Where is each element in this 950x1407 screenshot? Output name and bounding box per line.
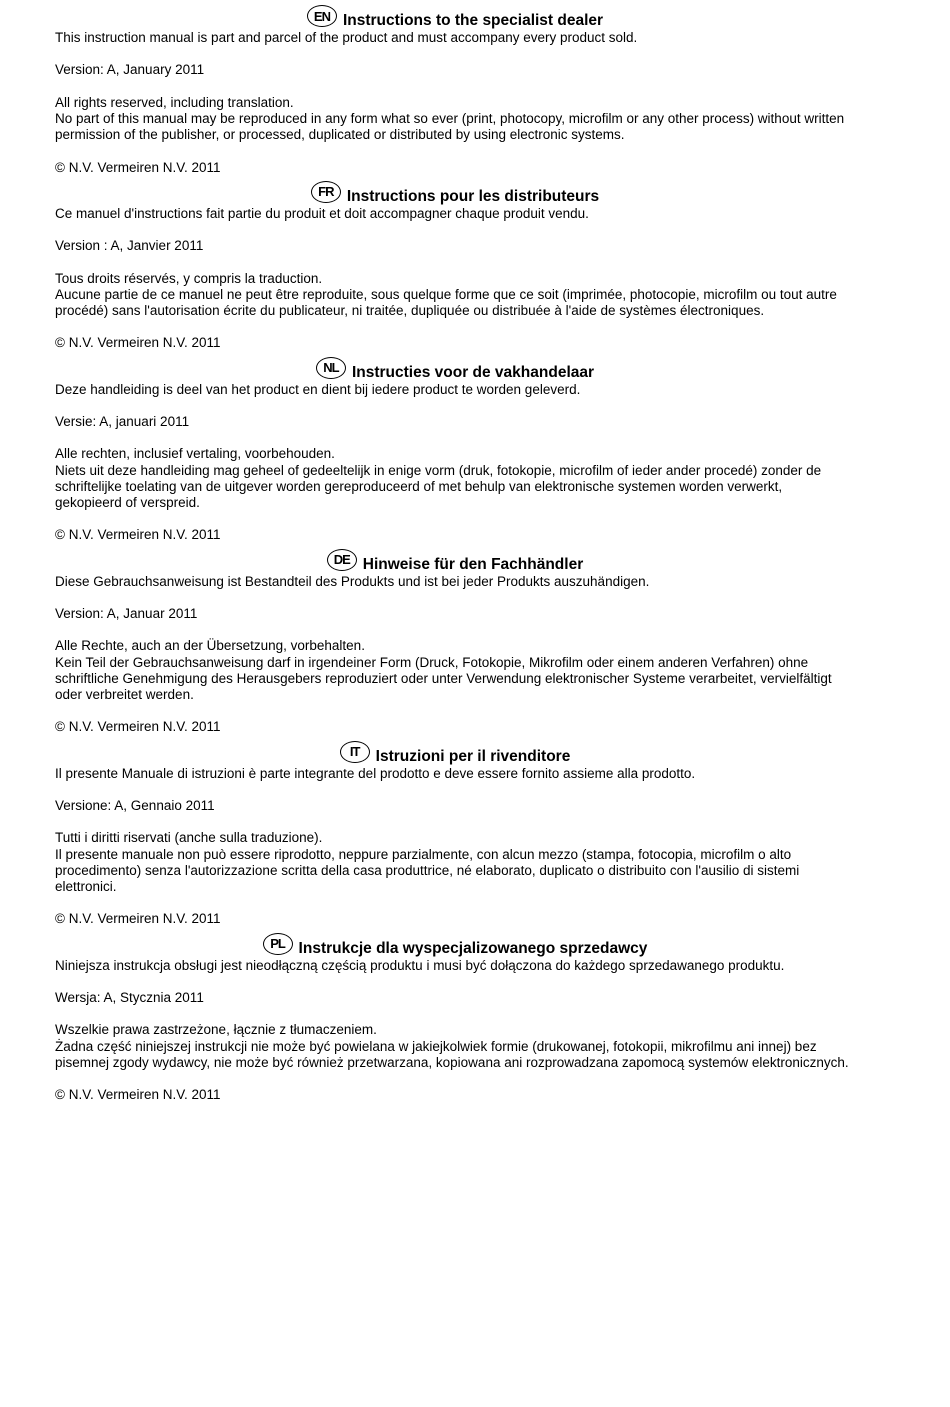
rights-text: Wszelkie prawa zastrzeżone, łącznie z tłumaczeniem. — [55, 1022, 377, 1038]
intro-text: Niniejsza instrukcja obsługi jest nieodłączną częścią produktu i musi być dołączona do każdego sprzedawanego produktu. — [55, 957, 785, 973]
body-text: No part of this manual may be reproduced in any form what so ever (print, photocopy, microfilm or any other process) without written permission of the publisher, or processed, duplicated or distributed by using electronic systems. — [55, 110, 845, 143]
copyright-text: © N.V. Vermeiren N.V. 2011 — [55, 1087, 221, 1103]
rights-text: Tutti i diritti riservati (anche sulla traduzione). — [55, 830, 323, 846]
section-title: Hinweise für den Fachhändler — [362, 555, 584, 573]
copyright-text: © N.V. Vermeiren N.V. 2011 — [55, 911, 221, 927]
section-title: Instrukcje dla wyspecjalizowanego sprzedawcy — [298, 939, 648, 957]
language-badge-nl-icon: NL — [316, 357, 346, 379]
section-pl — [55, 928, 855, 1104]
copyright-text: © N.V. Vermeiren N.V. 2011 — [55, 335, 221, 351]
section-header — [55, 352, 855, 382]
copyright-text: © N.V. Vermeiren N.V. 2011 — [55, 159, 221, 175]
language-badge-en-icon: EN — [307, 5, 337, 27]
section-title: Instructions pour les distributeurs — [346, 187, 600, 205]
section-de — [55, 544, 855, 736]
section-header — [55, 0, 855, 30]
intro-text: This instruction manual is part and parcel of the product and must accompany every product sold. — [55, 30, 638, 45]
version-text: Versie: A, januari 2011 — [55, 413, 190, 429]
language-badge-fr-icon: FR — [311, 181, 341, 203]
section-nl — [55, 352, 855, 544]
rights-text: Alle rechten, inclusief vertaling, voorbehouden. — [55, 446, 335, 462]
section-header — [55, 544, 855, 574]
section-header — [55, 736, 855, 766]
body-text: Żadna część niniejszej instrukcji nie może być powielana w jakiejkolwiek formie (drukowanej, fotokopii, mikrofilmu ani innej) bez pisemnej zgody wydawcy, nie może być również przetwarzana, kopiowana ani rozprowadzana zapomocą systemów elektronicznych. — [55, 1038, 849, 1070]
section-title: Instructies voor de vakhandelaar — [351, 363, 595, 381]
version-text: Version : A, Janvier 2011 — [55, 238, 204, 254]
intro-text: Il presente Manuale di istruzioni è parte integrante del prodotto e deve essere fornito assieme alla prodotto. — [55, 765, 696, 781]
rights-text: Alle Rechte, auch an der Übersetzung, vorbehalten. — [55, 638, 365, 654]
body-text: Niets uit deze handleiding mag geheel of gedeeltelijk in enige vorm (druk, fotokopie, microfilm of ieder ander procedé) zonder de schriftelijke toelating van de uitgever worden gereproduceerd of met behulp van elektronische systemen worden verwerkt, gekopieerd of verspreid. — [55, 462, 822, 510]
copyright-text: © N.V. Vermeiren N.V. 2011 — [55, 527, 221, 543]
section-title: Instructions to the specialist dealer — [342, 12, 604, 29]
rights-text: Tous droits réservés, y compris la traduction. — [55, 270, 323, 286]
section-fr — [55, 176, 855, 352]
rights-text: All rights reserved, including translation. — [55, 94, 294, 110]
document-page — [55, 0, 855, 1103]
copyright-text: © N.V. Vermeiren N.V. 2011 — [55, 719, 221, 735]
language-badge-pl-icon: PL — [263, 933, 293, 955]
body-text: Aucune partie de ce manuel ne peut être reproduite, sous quelque forme que ce soit (imprimée, photocopie, microfilm ou tout autre procédé) sans l'autorisation écrite du publicateur, ni traitée, dupliquée ou distribuée à l'aide de systèmes électroniques. — [55, 286, 837, 318]
intro-text: Diese Gebrauchsanweisung ist Bestandteil des Produkts und ist bei jeder Produkts auszuhändigen. — [55, 573, 650, 589]
body-text: Kein Teil der Gebrauchsanweisung darf in irgendeiner Form (Druck, Fotokopie, Mikrofilm oder einem anderen Verfahren) ohne schriftliche Genehmigung des Herausgebers reproduziert oder unter Verwendung elektronischer Systeme verarbeitet, vervielfältigt oder verbreitet werden. — [55, 654, 832, 702]
section-en — [55, 0, 855, 176]
intro-text: Ce manuel d'instructions fait partie du produit et doit accompagner chaque produit vendu. — [55, 205, 589, 221]
version-text: Wersja: A, Stycznia 2011 — [55, 989, 204, 1005]
section-it — [55, 736, 855, 928]
version-text: Version: A, Januar 2011 — [55, 605, 198, 621]
body-text: Il presente manuale non può essere riprodotto, neppure parzialmente, con alcun mezzo (stampa, fotocopia, microfilm o alto procedimento) senza l'autorizzazione scritta della casa produttrice, né elaborato, duplicato o distribuito con l'ausilio di sistemi elettronici. — [55, 846, 800, 894]
intro-text: Deze handleiding is deel van het product en dient bij iedere product te worden geleverd. — [55, 381, 581, 397]
language-badge-de-icon: DE — [327, 549, 357, 571]
section-header — [55, 176, 855, 206]
version-text: Version: A, January 2011 — [55, 62, 205, 78]
section-header — [55, 928, 855, 958]
section-title: Istruzioni per il rivenditore — [375, 747, 571, 765]
language-badge-it-icon: IT — [340, 741, 370, 763]
version-text: Versione: A, Gennaio 2011 — [55, 797, 215, 813]
